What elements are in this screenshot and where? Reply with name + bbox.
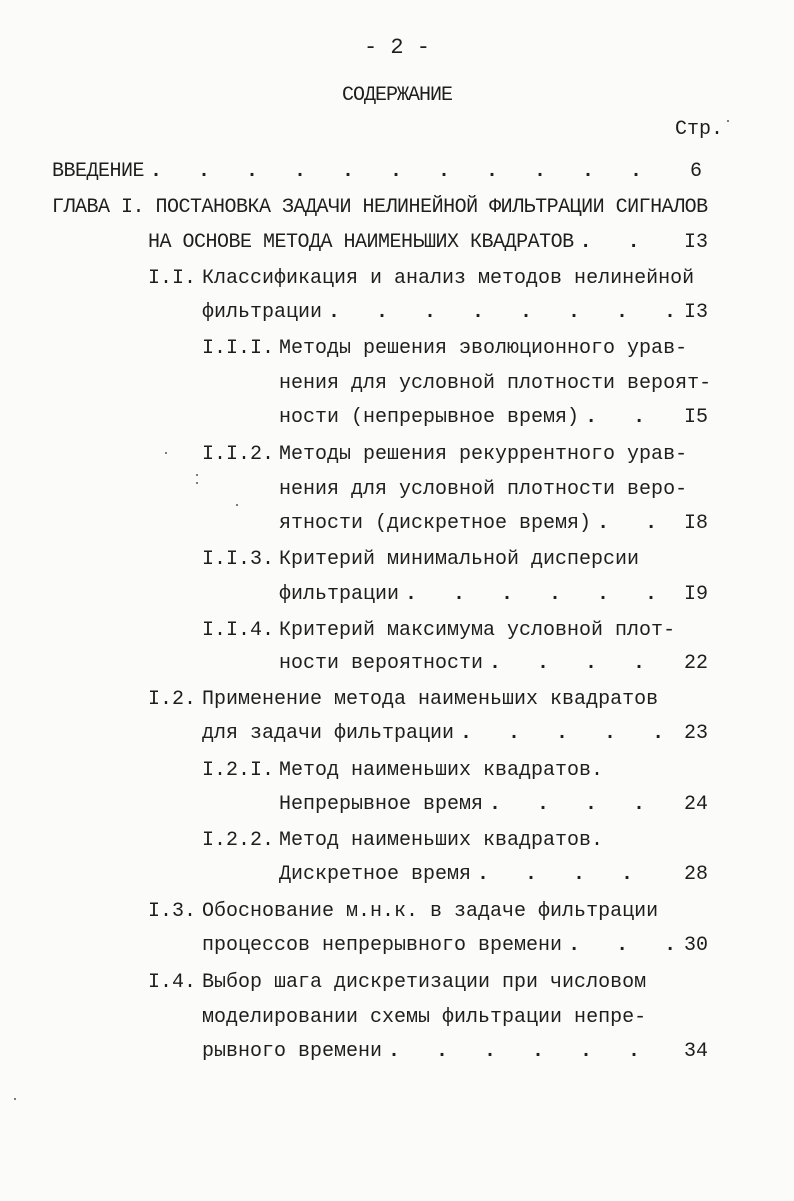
toc-entry-text: процессов непрерывного времени: [202, 934, 563, 957]
scan-speck: [196, 482, 198, 484]
leader-dots: [585, 406, 672, 429]
toc-chapter-line: ГЛАВА I. ПОСТАНОВКА ЗАДАЧИ НЕЛИНЕЙНОЙ ФИЛЬТРАЦИИ СИГНАЛОВ: [52, 196, 708, 219]
toc-section-number: I.I.3.: [202, 548, 275, 571]
toc-section-number: I.2.: [148, 688, 197, 711]
toc-page: 6: [689, 160, 702, 183]
toc-page: 30: [683, 934, 708, 957]
scan-speck: [727, 120, 729, 122]
toc-entry-line: Обоснование м.н.к. в задаче фильтрации: [202, 900, 659, 923]
toc-entry-line: Метод наименьших квадратов.: [279, 759, 604, 782]
toc-entry-1-1-3: [279, 583, 672, 613]
page-title: СОДЕРЖАНИЕ: [341, 84, 453, 107]
scan-speck: [165, 452, 167, 454]
toc-section-number: I.I.2.: [202, 443, 275, 466]
toc-entry-1-1-2: [279, 512, 672, 542]
toc-entry-line: нения для условной плотности веро-: [279, 478, 688, 501]
toc-entry-line: Методы решения рекуррентного урав-: [279, 443, 688, 466]
toc-page: 23: [683, 722, 708, 745]
toc-entry-text: фильтрации: [279, 583, 400, 606]
toc-entry-line: нения для условной плотности вероят-: [279, 372, 712, 395]
toc-section-number: I.I.: [148, 267, 197, 290]
toc-page: 22: [683, 652, 708, 675]
toc-entry-1-4: [202, 1040, 672, 1070]
leader-dots: [477, 863, 672, 886]
leader-dots: [597, 512, 672, 535]
leader-dots: [388, 1040, 672, 1063]
page-column-label: Стр.: [675, 118, 724, 141]
leader-dots: [328, 301, 672, 324]
toc-entry-1-3: [202, 934, 672, 964]
toc-entry-1-1-1: [279, 406, 672, 436]
toc-entry-line: Методы решения эволюционного урав-: [279, 337, 688, 360]
toc-section-number: I.3.: [148, 900, 197, 923]
toc-entry-text: ности вероятности: [279, 652, 484, 675]
toc-entry-line: Выбор шага дискретизации при числовом: [202, 971, 647, 994]
toc-page: 24: [683, 793, 708, 816]
scan-speck: [196, 474, 198, 476]
toc-entry-text: рывного времени: [202, 1040, 383, 1063]
toc-entry-line: Применение метода наименьших квадратов: [202, 688, 659, 711]
toc-entry-line: Критерий максимума условной плот-: [279, 619, 676, 642]
toc-entry-1-2-2: [279, 863, 672, 893]
toc-entry-intro: [52, 160, 672, 190]
toc-entry-text: ВВЕДЕНИЕ: [52, 160, 145, 183]
leader-dots: [489, 793, 672, 816]
toc-entry-text: НА ОСНОВЕ МЕТОДА НАИМЕНЬШИХ КВАДРАТОВ: [148, 231, 574, 254]
toc-entry-1-2-1: [279, 793, 672, 823]
toc-page: 28: [683, 863, 708, 886]
toc-entry-text: Непрерывное время: [279, 793, 484, 816]
toc-entry-text: Дискретное время: [279, 863, 472, 886]
page-number: - 2 -: [363, 35, 430, 60]
toc-entry-text: фильтрации: [202, 301, 323, 324]
leader-dots: [489, 652, 672, 675]
leader-dots: [580, 231, 672, 254]
toc-entry-text: для задачи фильтрации: [202, 722, 455, 745]
toc-entry-text: ятности (дискретное время): [279, 512, 592, 535]
toc-page: 34: [683, 1040, 708, 1063]
toc-page: I5: [683, 406, 708, 429]
toc-entry-line: моделировании схемы фильтрации непре-: [202, 1006, 647, 1029]
toc-entry-1-2: [202, 722, 672, 752]
leader-dots: [150, 160, 672, 183]
scan-speck: [236, 504, 238, 506]
toc-page: I3: [683, 231, 708, 254]
toc-entry-text: ности (непрерывное время): [279, 406, 580, 429]
toc-section-number: I.4.: [148, 971, 197, 994]
toc-entry-line: Классификация и анализ методов нелинейной: [202, 267, 695, 290]
toc-section-number: I.2.2.: [202, 829, 275, 852]
toc-entry-1-1-4: [279, 652, 672, 682]
toc-section-number: I.I.4.: [202, 619, 275, 642]
toc-entry-line: Метод наименьших квадратов.: [279, 829, 604, 852]
toc-page: I8: [683, 512, 708, 535]
scan-speck: [14, 1098, 16, 1100]
toc-section-number: I.2.I.: [202, 759, 275, 782]
leader-dots: [568, 934, 672, 957]
toc-entry-1-1: [202, 301, 672, 331]
leader-dots: [405, 583, 672, 606]
toc-entry-chapter-1: [148, 231, 672, 261]
toc-page: I3: [683, 301, 708, 324]
leader-dots: [460, 722, 672, 745]
toc-entry-line: Критерий минимальной дисперсии: [279, 548, 640, 571]
toc-section-number: I.I.I.: [202, 337, 275, 360]
toc-page: I9: [683, 583, 708, 606]
